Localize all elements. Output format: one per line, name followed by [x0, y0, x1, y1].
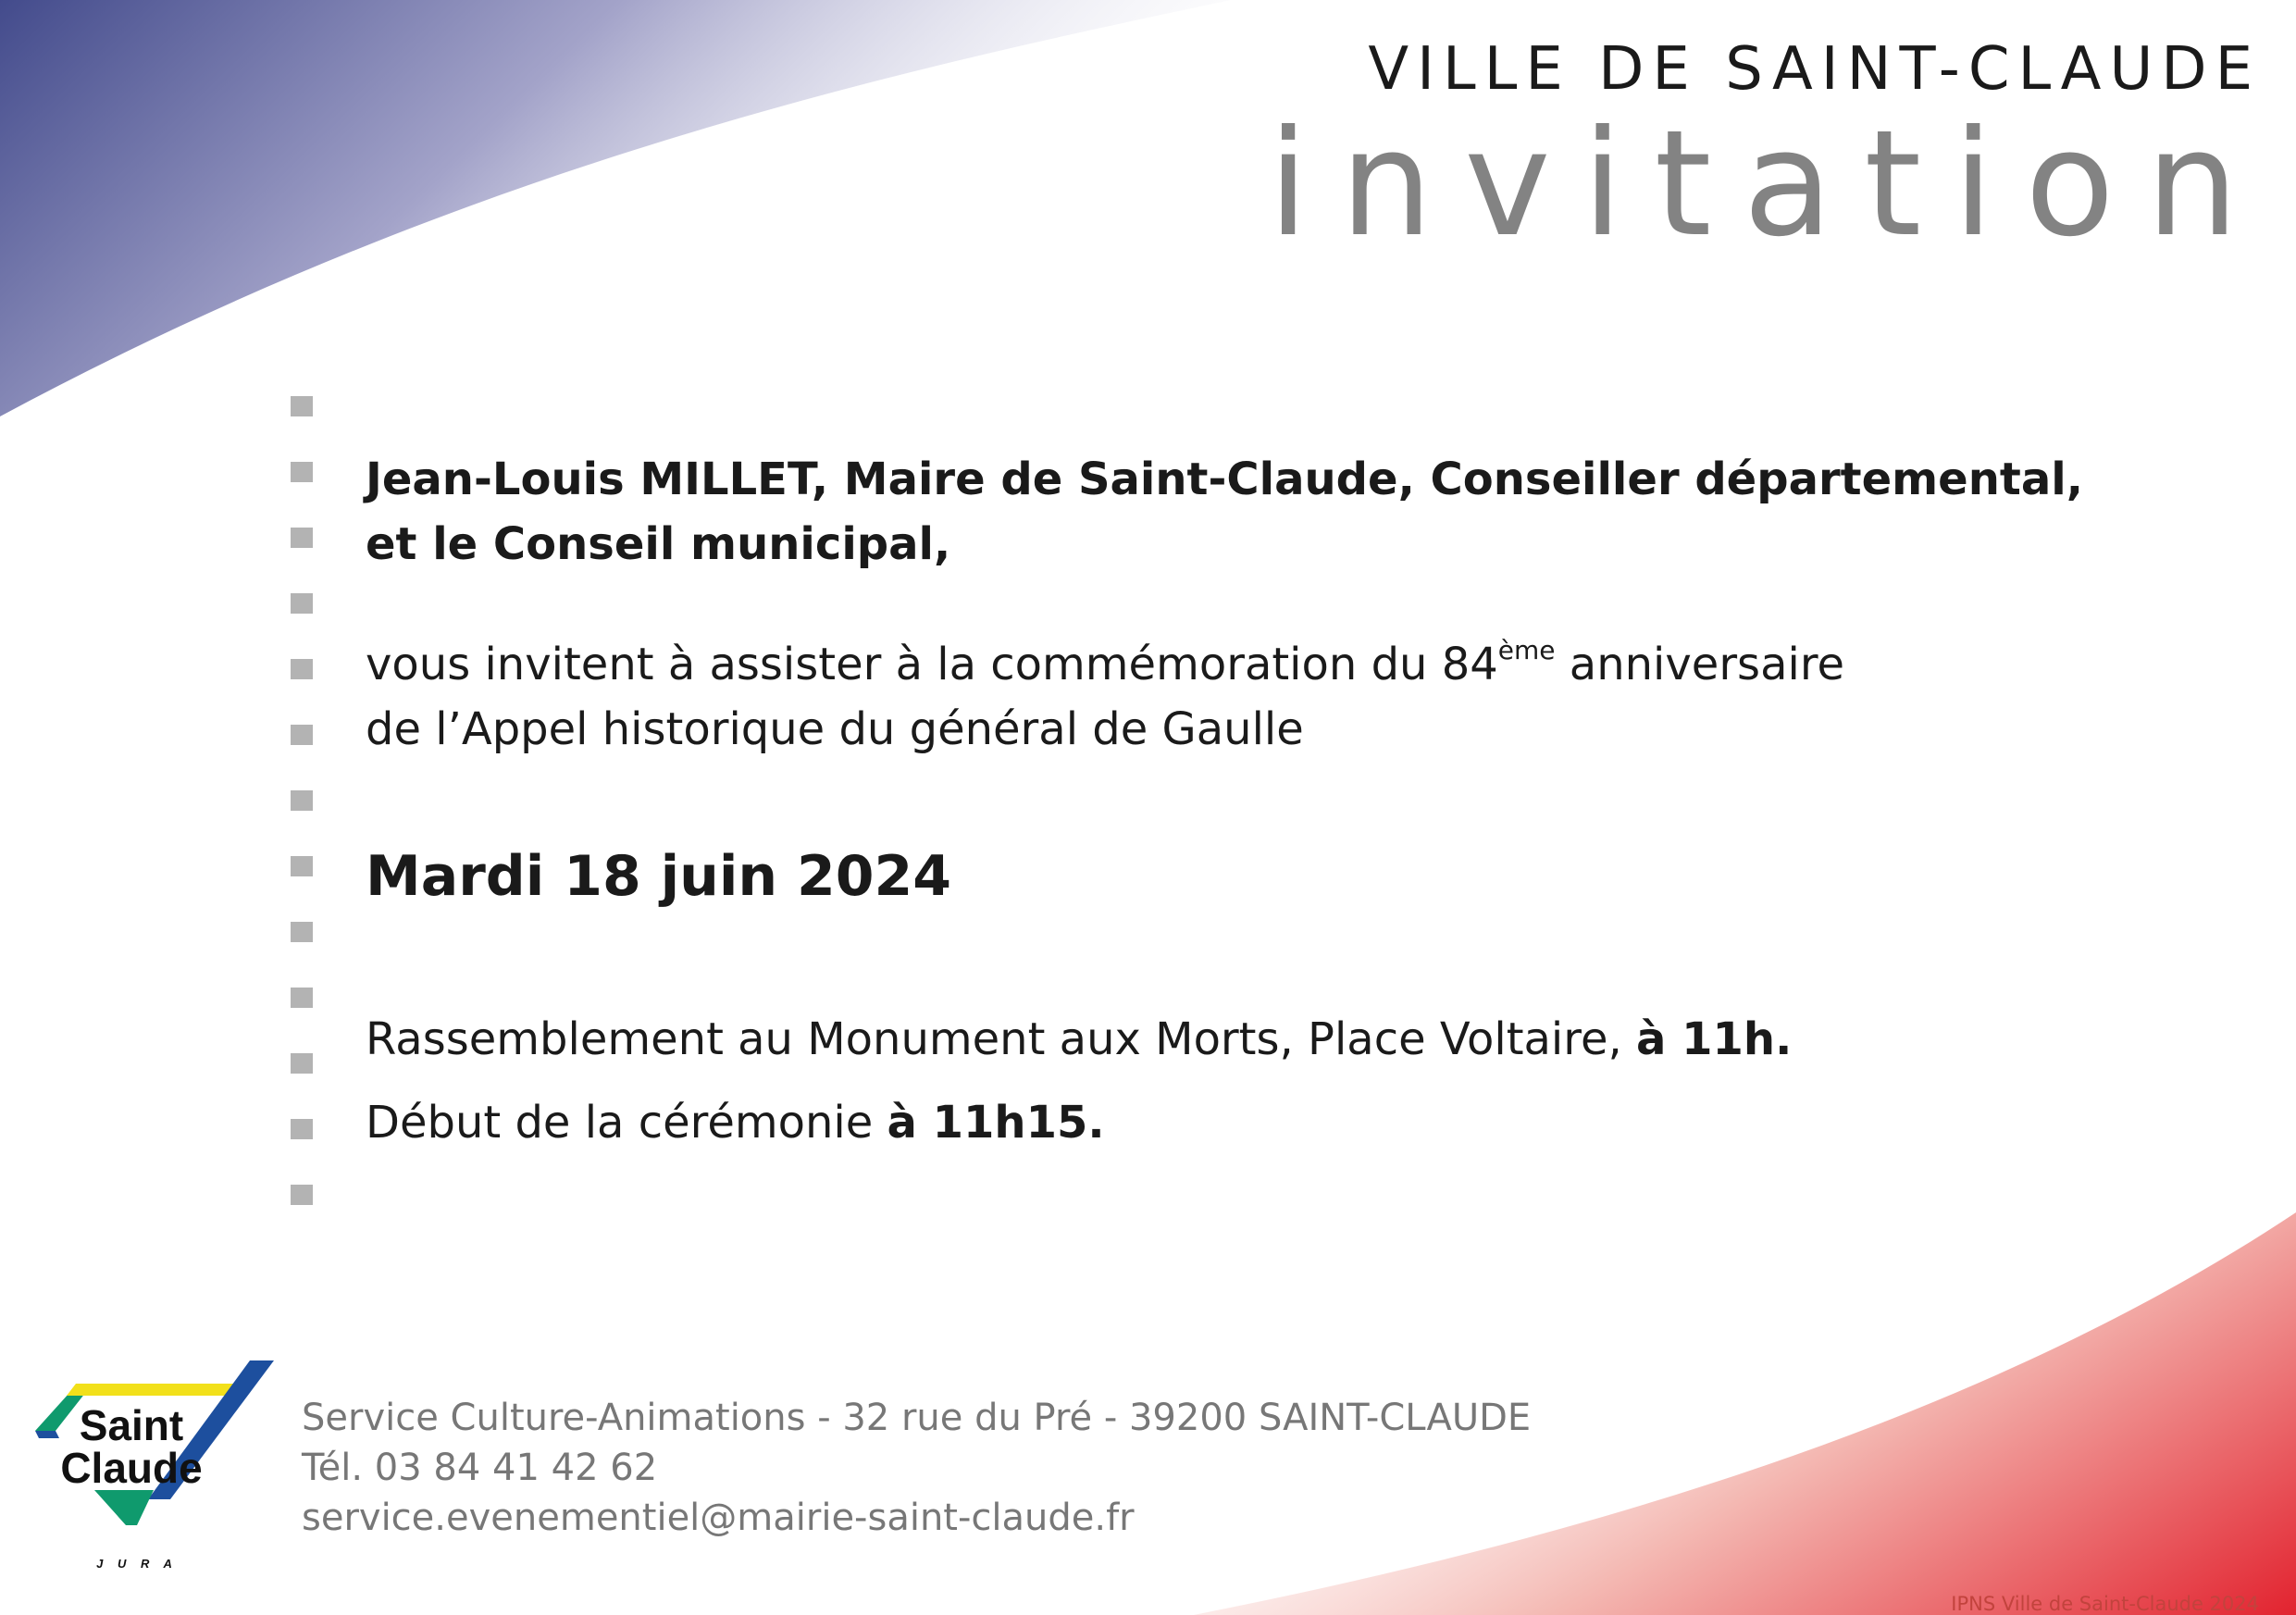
bullet-square — [291, 396, 313, 416]
bullet-square — [291, 462, 313, 482]
invite-text-suffix: anniversaire — [1555, 639, 1845, 690]
logo-green-v — [94, 1490, 154, 1525]
service-address: Service Culture-Animations - 32 rue du Pré - 39200 SAINT-CLAUDE — [302, 1397, 1532, 1439]
bullet-square — [291, 988, 313, 1008]
bullet-square — [291, 725, 313, 745]
phone-number: Tél. 03 84 41 42 62 — [302, 1447, 658, 1489]
logo-text-saint: Saint — [79, 1401, 184, 1449]
ipns-notice: IPNS Ville de Saint-Claude 2024 — [1951, 1593, 2259, 1615]
invite-text-line-2: de l’Appel historique du général de Gaulle — [366, 703, 1304, 755]
ceremony-time: à 11h15. — [887, 1097, 1105, 1149]
bullet-square — [291, 659, 313, 679]
gathering-line — [366, 1013, 1792, 1065]
logo-yellow-stripe — [67, 1384, 250, 1396]
bullet-square — [291, 1053, 313, 1074]
blue-swoosh — [0, 0, 1231, 416]
host-line-1: Jean-Louis MILLET, Maire de Saint-Claude, Conseiller départemental, — [366, 453, 2083, 505]
bullet-square — [291, 856, 313, 876]
gathering-text: Rassemblement au Monument aux Morts, Place Voltaire, — [366, 1013, 1636, 1065]
logo-text-claude: Claude — [60, 1444, 203, 1492]
ordinal-suffix: ème — [1497, 635, 1556, 665]
bullet-square — [291, 528, 313, 548]
invite-text-prefix: vous invitent à assister à la commémoration du 84 — [366, 639, 1498, 690]
logo-blue-left — [35, 1431, 59, 1438]
saint-claude-logo — [35, 1360, 279, 1575]
bullet-square — [291, 922, 313, 942]
event-date: Mardi 18 juin 2024 — [366, 844, 952, 909]
invitation-title: invitation — [1268, 99, 2270, 269]
logo-text-jura: J U R A — [96, 1557, 178, 1571]
invite-text-line-1 — [366, 635, 1845, 690]
city-name: VILLE DE SAINT-CLAUDE — [1368, 35, 2261, 104]
bullet-square — [291, 593, 313, 614]
gathering-time: à 11h. — [1636, 1013, 1793, 1065]
footer-contact — [302, 1393, 1531, 1543]
bullet-square — [291, 790, 313, 811]
ceremony-text: Début de la cérémonie — [366, 1097, 887, 1149]
email-address: service.evenementiel@mairie-saint-claude.fr — [302, 1497, 1135, 1539]
bullet-square — [291, 1119, 313, 1139]
bullet-square — [291, 1185, 313, 1205]
host-line-2: et le Conseil municipal, — [366, 518, 951, 570]
ceremony-line — [366, 1097, 1105, 1149]
